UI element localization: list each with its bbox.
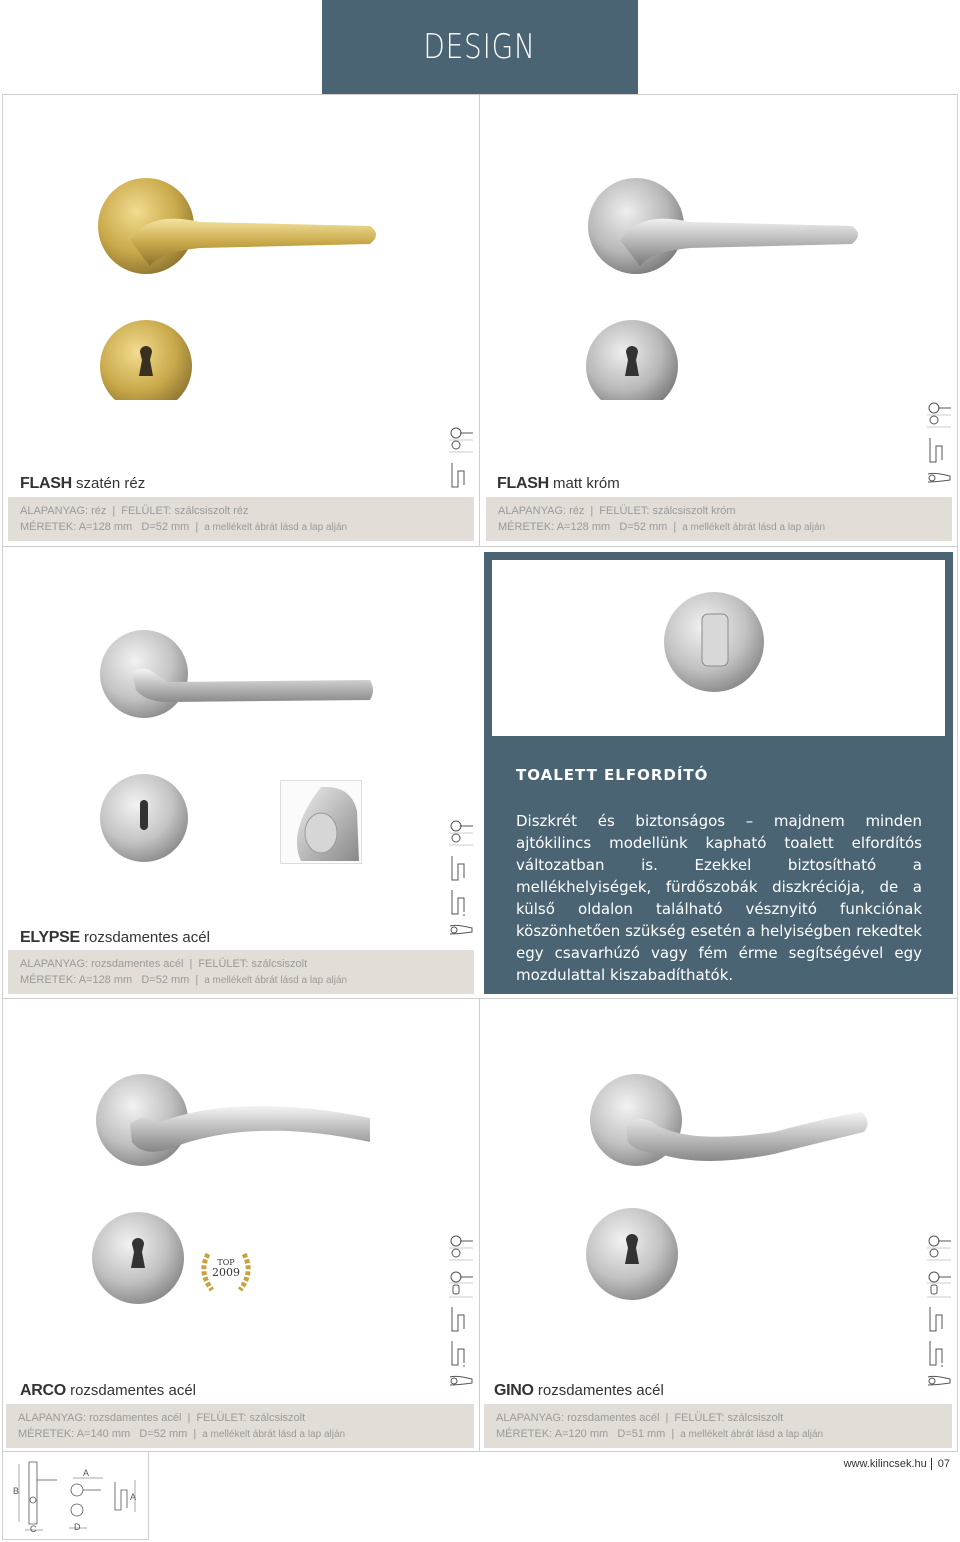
product-name: GINO — [494, 1382, 534, 1399]
arco-title — [20, 1382, 196, 1400]
key-rosette-icon — [926, 1233, 952, 1263]
key-rosette-icon — [448, 1233, 474, 1263]
badge-year: 2009 — [212, 1266, 240, 1279]
page-title: DESIGN — [423, 27, 537, 67]
dimension-note: a mellékelt ábrát lásd a lap alján — [682, 522, 826, 533]
divider — [2, 546, 958, 547]
flash-chrome-title — [497, 475, 620, 493]
website-link[interactable]: www.kilincsek.hu — [843, 1458, 927, 1470]
dimension-a: A=120 mm — [554, 1428, 609, 1440]
lever-profile-alt-icon — [448, 1339, 474, 1367]
flash-chrome-spec: ALAPANYAG: réz | FELÜLET: szálcsiszolt króm MÉRETEK: A=128 mm D=52 mm | a mellékelt ábrát lásd a lap alján — [486, 497, 952, 541]
toilet-turn-image — [654, 586, 774, 696]
felulet-value: szálcsiszolt króm — [652, 505, 736, 517]
dimension-a: A=128 mm — [78, 521, 133, 533]
product-name: FLASH — [20, 475, 72, 492]
lever-profile-icon — [448, 854, 474, 882]
felulet-label: FELÜLET: — [121, 505, 172, 517]
key-rosette-icon — [448, 425, 474, 455]
felulet-value: szálcsiszolt — [727, 1412, 784, 1424]
product-finish: rozsdamentes acél — [84, 929, 210, 946]
design-header-tab — [322, 0, 638, 94]
alapanyag-value: rozsdamentes acél — [567, 1412, 660, 1424]
label-a: A — [83, 1468, 90, 1478]
gino-title — [494, 1382, 664, 1400]
product-finish: matt króm — [553, 475, 620, 492]
dimension-d: D=52 mm — [619, 521, 668, 533]
meretek-label: MÉRETEK: — [496, 1428, 553, 1440]
page-number: 07 — [931, 1458, 950, 1470]
alapanyag-label: ALAPANYAG: — [20, 505, 89, 517]
label-c: C — [30, 1524, 37, 1534]
footer — [844, 1458, 950, 1470]
gino-type-icons — [926, 1233, 954, 1395]
lever-profile-icon — [448, 461, 474, 489]
dimension-note: a mellékelt ábrát lásd a lap alján — [680, 1429, 824, 1440]
elypse-type-icons — [448, 818, 476, 944]
divider — [2, 998, 958, 999]
elypse-spec: ALAPANYAG: rozsdamentes acél | FELÜLET: szálcsiszolt MÉRETEK: A=128 mm D=52 mm | a mellékelt ábrát lásd a lap alján — [8, 950, 474, 994]
arco-spec: ALAPANYAG: rozsdamentes acél | FELÜLET: szálcsiszolt MÉRETEK: A=140 mm D=52 mm | a mellékelt ábrát lásd a lap alján — [6, 1404, 474, 1448]
dimension-d: D=51 mm — [617, 1428, 666, 1440]
lever-side-icon — [448, 922, 474, 938]
lever-profile-icon — [926, 436, 952, 464]
arco-type-icons — [448, 1233, 476, 1395]
meretek-label: MÉRETEK: — [18, 1428, 75, 1440]
key-rosette-icon — [926, 400, 952, 430]
badge-top-label: TOP — [217, 1258, 235, 1267]
flash-brass-title — [20, 475, 145, 493]
dimension-note: a mellékelt ábrát lásd a lap alján — [204, 975, 348, 986]
alapanyag-label: ALAPANYAG: — [498, 505, 567, 517]
gino-handle-image — [584, 1072, 884, 1312]
top-2009-badge — [196, 1246, 256, 1296]
lever-side-icon — [448, 1373, 474, 1389]
flash-brass-handle-image — [90, 170, 390, 400]
dimension-a: A=140 mm — [76, 1428, 131, 1440]
gino-spec: ALAPANYAG: rozsdamentes acél | FELÜLET: szálcsiszolt MÉRETEK: A=120 mm D=51 mm | a mellékelt ábrát lásd a lap alján — [484, 1404, 952, 1448]
alapanyag-value: réz — [569, 505, 585, 517]
toilet-turn-image-box — [492, 560, 945, 736]
product-name: ELYPSE — [20, 929, 80, 946]
cylinder-rosette-icon — [448, 1269, 474, 1299]
product-name: FLASH — [497, 475, 549, 492]
key-rosette-icon — [448, 818, 474, 848]
elypse-title — [20, 929, 210, 947]
alapanyag-value: rozsdamentes acél — [91, 958, 184, 970]
toilet-turn-title: TOALETT ELFORDÍTÓ — [516, 766, 709, 784]
dimension-diagram — [2, 1452, 149, 1540]
meretek-label: MÉRETEK: — [20, 521, 77, 533]
elypse-detail-image — [280, 780, 362, 864]
label-b: B — [13, 1486, 20, 1496]
product-name: ARCO — [20, 1382, 66, 1399]
product-finish: rozsdamentes acél — [537, 1382, 664, 1399]
dimension-d: D=52 mm — [141, 521, 190, 533]
alapanyag-label: ALAPANYAG: — [18, 1412, 87, 1424]
toilet-turn-description: Diszkrét és biztonságos – majdnem minden ajtókilincs modellünk kapható toalett elfordítós változatban is. Ezekkel biztosítható a mellékhelyiségek, fürdőszobák diszkréciója, de a külső oldalon található vésznyitó funkciónak köszönhetően szükség esetén a helyiségben rekedtek egy csavarhúzó vagy fém érme segítségével egy mozdulattal kiszabadíthatók. — [516, 812, 922, 984]
lever-side-icon — [926, 470, 952, 486]
flash-brass-type-icons — [448, 425, 476, 495]
felulet-label: FELÜLET: — [674, 1412, 725, 1424]
dimension-d: D=52 mm — [139, 1428, 188, 1440]
felulet-label: FELÜLET: — [599, 505, 650, 517]
lever-profile-alt-icon — [448, 888, 474, 916]
flash-brass-spec: ALAPANYAG: réz | FELÜLET: szálcsiszolt réz MÉRETEK: A=128 mm D=52 mm | a mellékelt ábrát lásd a lap alján — [8, 497, 474, 541]
product-finish: szatén réz — [76, 475, 146, 492]
label-d: D — [74, 1522, 81, 1532]
toilet-turn-panel — [484, 552, 953, 994]
divider — [479, 94, 480, 546]
alapanyag-label: ALAPANYAG: — [20, 958, 89, 970]
cylinder-rosette-icon — [926, 1269, 952, 1299]
dimension-a: A=128 mm — [78, 974, 133, 986]
felulet-label: FELÜLET: — [198, 958, 249, 970]
flash-chrome-handle-image — [580, 170, 880, 400]
alapanyag-label: ALAPANYAG: — [496, 1412, 565, 1424]
alapanyag-value: rozsdamentes acél — [89, 1412, 182, 1424]
divider — [479, 998, 480, 1452]
felulet-value: szálcsiszolt — [251, 958, 308, 970]
dimension-note: a mellékelt ábrát lásd a lap alján — [204, 522, 348, 533]
felulet-label: FELÜLET: — [196, 1412, 247, 1424]
dimension-note: a mellékelt ábrát lásd a lap alján — [202, 1429, 346, 1440]
alapanyag-value: réz — [91, 505, 107, 517]
felulet-value: szálcsiszolt — [249, 1412, 306, 1424]
lever-profile-icon — [448, 1305, 474, 1333]
lever-side-icon — [926, 1373, 952, 1389]
felulet-value: szálcsiszolt réz — [174, 505, 249, 517]
meretek-label: MÉRETEK: — [498, 521, 555, 533]
lever-profile-icon — [926, 1305, 952, 1333]
meretek-label: MÉRETEK: — [20, 974, 77, 986]
flash-chrome-type-icons — [926, 400, 954, 492]
dimension-d: D=52 mm — [141, 974, 190, 986]
dimension-a: A=128 mm — [556, 521, 611, 533]
lever-profile-alt-icon — [926, 1339, 952, 1367]
product-finish: rozsdamentes acél — [70, 1382, 196, 1399]
label-a-vertical: A — [130, 1492, 137, 1502]
